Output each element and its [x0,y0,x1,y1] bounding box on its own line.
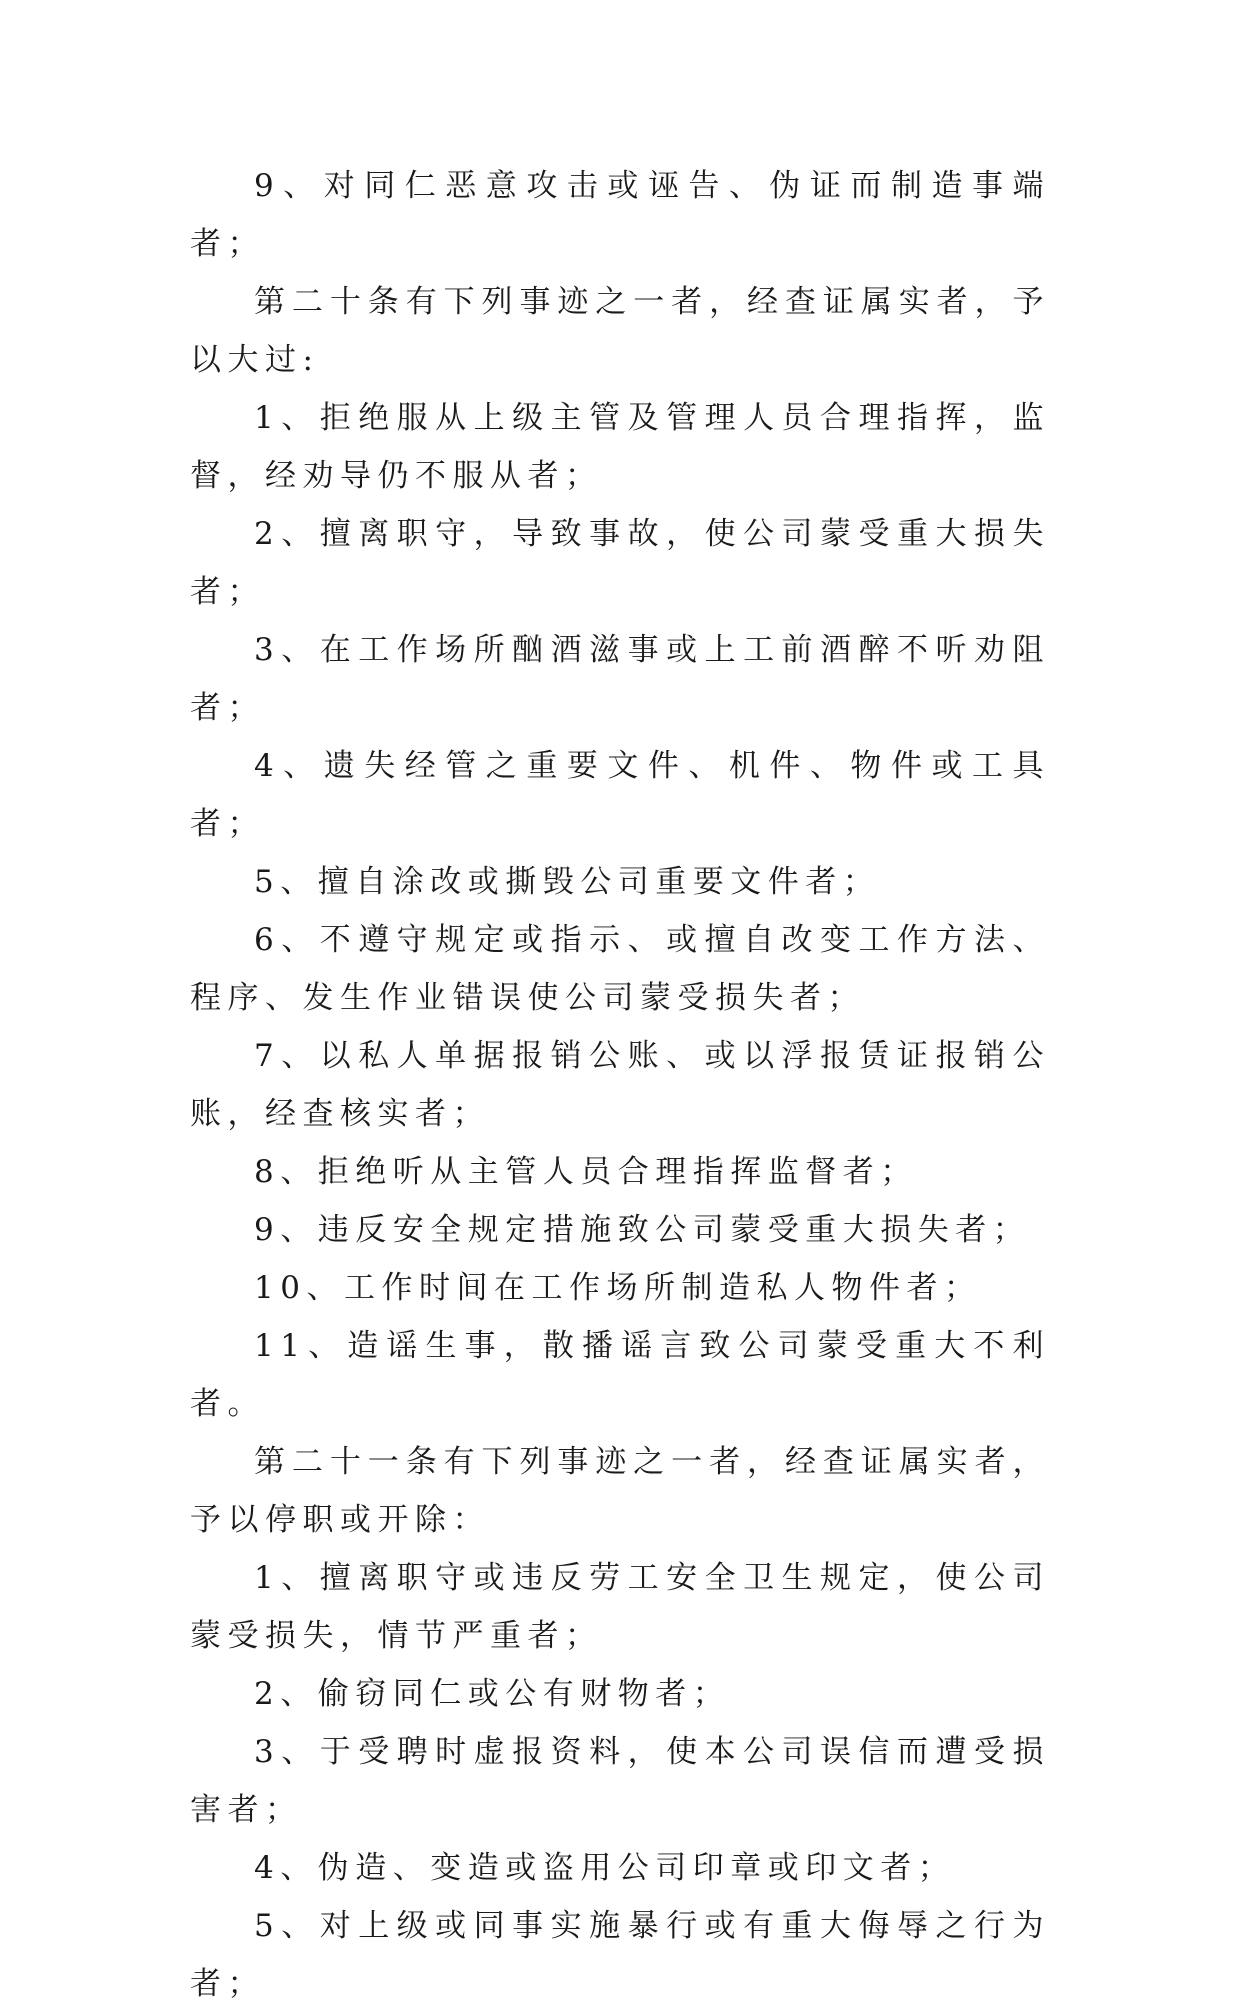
paragraph: 10、工作时间在工作场所制造私人物件者； [254,1270,982,1306]
paragraph: 5、对上级或同事实施暴行或有重大侮辱之行为者； [190,1908,1050,2002]
paragraph: 7、以私人单据报销公账、或以浮报赁证报销公账，经查核实者； [190,1038,1050,1132]
paragraph: 1、拒绝服从上级主管及管理人员合理指挥，监督，经劝导仍不服从者； [190,400,1050,494]
paragraph: 8、拒绝听从主管人员合理指挥监督者； [254,1154,918,1190]
paragraph: 3、在工作场所酗酒滋事或上工前酒醉不听劝阻者； [190,632,1050,726]
paragraph: 4、遗失经管之重要文件、机件、物件或工具者； [190,748,1050,842]
paragraph: 1、擅离职守或违反劳工安全卫生规定，使公司蒙受损失，情节严重者； [190,1560,1050,1654]
paragraph: 5、擅自涂改或撕毁公司重要文件者； [254,864,881,900]
paragraph: 6、不遵守规定或指示、或擅自改变工作方法、程序、发生作业错误使公司蒙受损失者； [190,922,1050,1016]
article-heading: 第二十条有下列事迹之一者，经查证属实者，予以大过: [190,284,1050,378]
paragraph: 2、擅离职守，导致事故，使公司蒙受重大损失者； [190,516,1050,610]
paragraph: 9、对同仁恶意攻击或诬告、伪证而制造事端者； [190,168,1050,262]
article-heading: 第二十一条有下列事迹之一者，经查证属实者，予以停职或开除： [190,1444,1050,1538]
document-body [190,157,1050,2013]
paragraph: 3、于受聘时虚报资料，使本公司误信而遭受损害者； [190,1734,1050,1828]
paragraph: 2、偷窃同仁或公有财物者； [254,1676,731,1712]
paragraph: 4、伪造、变造或盗用公司印章或印文者； [254,1850,956,1886]
paragraph: 11、造谣生事，散播谣言致公司蒙受重大不利者。 [190,1328,1050,1422]
paragraph: 9、违反安全规定措施致公司蒙受重大损失者； [254,1212,1031,1248]
